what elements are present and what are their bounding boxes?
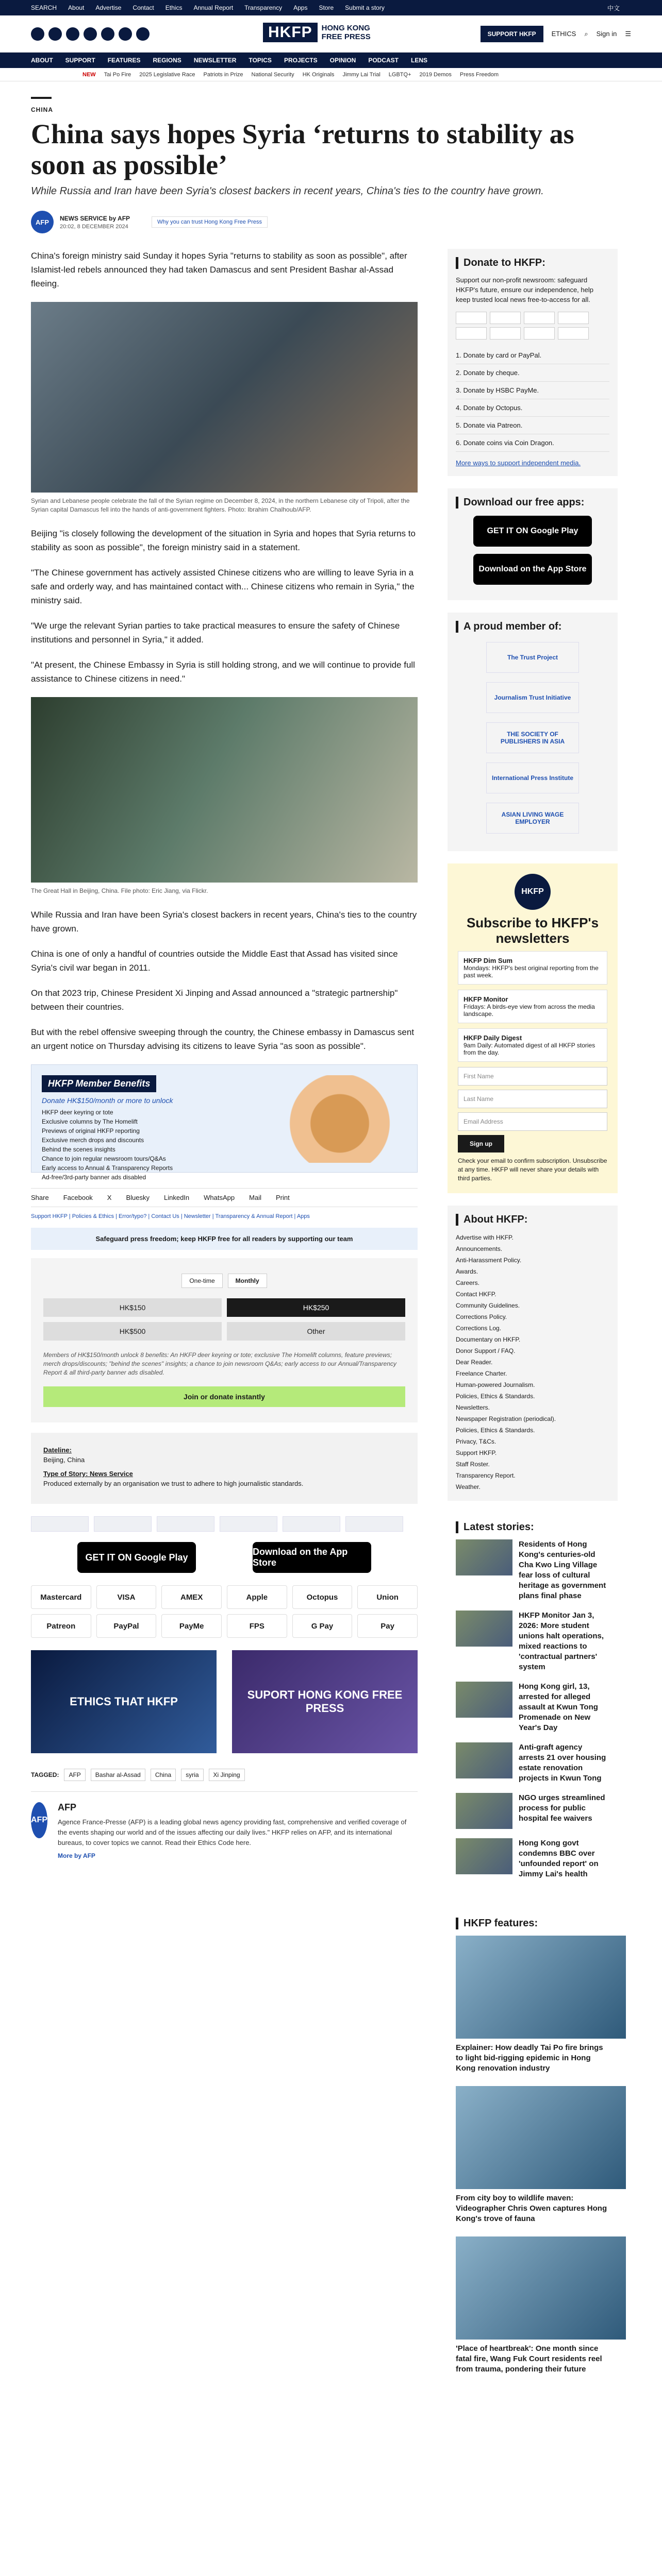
search-link[interactable]: SEARCH (31, 4, 57, 11)
about-link[interactable]: About (68, 4, 85, 11)
trending-item[interactable]: HK Originals (302, 71, 335, 78)
new-badge: NEW (82, 71, 96, 78)
sidebar-heading: About HKFP: (456, 1214, 609, 1226)
logo-text: HONG KONG FREE PRESS (321, 24, 371, 41)
main-nav (0, 53, 662, 68)
payment-logos (456, 312, 609, 340)
feature-story[interactable]: From city boy to wildlife maven: Videographer Chris Owen captures Hong Kong's trove of fauna (456, 2086, 609, 2224)
tag[interactable]: AFP (64, 1769, 85, 1781)
story-thumbnail (456, 1742, 512, 1778)
nav-support[interactable]: SUPPORT (65, 57, 95, 64)
youtube-icon[interactable] (101, 27, 114, 41)
logo-mark: HKFP (263, 23, 318, 42)
about-link[interactable]: Donor Support / FAQ. (456, 1347, 516, 1354)
donation-widget (31, 1258, 418, 1422)
trending-item[interactable]: LGBTQ+ (388, 71, 411, 78)
newsletter-option[interactable]: HKFP Monitor Fridays: A birds-eye view from across the media landscape. (458, 990, 607, 1023)
latest-story[interactable]: Hong Kong girl, 13, arrested for alleged assault at Kwun Tong Promenade on New Year's Day (456, 1682, 609, 1733)
trust-project-logo[interactable]: The Trust Project (486, 642, 579, 673)
about-link[interactable]: Staff Roster. (456, 1461, 490, 1468)
sidebar-heading: Latest stories: (456, 1521, 609, 1533)
print-button[interactable]: Print (275, 1194, 290, 1201)
top-bar (0, 0, 662, 15)
category-label[interactable]: CHINA (31, 106, 53, 113)
amount-option[interactable]: HK$150 (43, 1298, 222, 1317)
trending-item[interactable]: Tai Po Fire (104, 71, 131, 78)
gpay-icon[interactable]: G Pay (292, 1614, 353, 1638)
nav-podcast[interactable]: PODCAST (368, 57, 399, 64)
trending-item[interactable]: Press Freedom (459, 71, 499, 78)
about-link[interactable]: Advertise with HKFP. (456, 1234, 514, 1241)
trust-link[interactable]: Why you can trust Hong Kong Free Press (152, 216, 268, 228)
instagram-icon[interactable] (66, 27, 79, 41)
newsletter-fineprint: Check your email to confirm subscription. Unsubscribe at any time. HKFP will never share your details with third parties. (458, 1157, 607, 1182)
sidebar (448, 249, 618, 2408)
feature-image (456, 1936, 626, 2039)
paragraph: China's foreign ministry said Sunday it hopes Syria "returns to stability as soon as possible", after Islamist-led rebels announced they had taken Damascus and sent President Bashar al-Assad fleeing. (31, 251, 407, 289)
about-link[interactable]: Contact HKFP. (456, 1291, 496, 1298)
x-icon[interactable] (48, 27, 62, 41)
join-donate-button[interactable]: Join or donate instantly (43, 1386, 405, 1407)
visa-icon[interactable]: VISA (96, 1585, 157, 1609)
latest-story[interactable]: Hong Kong govt condemns BBC over 'unfounded report' on Jimmy Lai's health (456, 1838, 609, 1879)
sidebar-heading: A proud member of: (456, 621, 609, 633)
trending-item[interactable]: National Security (251, 71, 294, 78)
app-store-button[interactable]: Download on the App Store (253, 1542, 371, 1573)
paragraph: While Russia and Iran have been Syria's closest backers in recent years, China's ties to the country have grown. (31, 910, 417, 934)
perk-item: Previews of original HKFP reporting (42, 1127, 140, 1134)
support-banner[interactable]: SUPORT HONG KONG FREE PRESS (232, 1650, 418, 1753)
payment-icon (558, 312, 589, 324)
article-body (31, 249, 418, 2408)
telegram-icon[interactable] (136, 27, 150, 41)
about-link[interactable]: Corrections Policy. (456, 1313, 507, 1320)
paragraph: "At present, the Chinese Embassy in Syria is still holding strong, and we will continue to provide full assistance to Chinese citizens in need." (31, 660, 415, 684)
ethics-link[interactable]: Ethics (165, 4, 183, 11)
amount-option[interactable]: Other (227, 1322, 405, 1341)
octopus-icon[interactable]: Octopus (292, 1585, 353, 1609)
trending-item[interactable]: 2019 Demos (419, 71, 452, 78)
trending-bar (0, 68, 662, 81)
unionpay-icon[interactable]: Union (357, 1585, 418, 1609)
member-box (448, 613, 618, 851)
more-ways-link[interactable]: More ways to support independent media. (456, 459, 581, 467)
latest-story[interactable]: HKFP Monitor Jan 3, 2026: More student unions halt operations, mixed reactions to 'contractual partners' system (456, 1611, 609, 1672)
story-thumbnail (456, 1682, 512, 1718)
advertise-link[interactable]: Advertise (95, 4, 122, 11)
paragraph: China is one of only a handful of countries outside the Middle East that Assad has visited since Syria's civil war began in 2011. (31, 949, 398, 973)
about-link[interactable]: Careers. (456, 1279, 480, 1286)
jti-logo[interactable]: Journalism Trust Initiative (486, 682, 579, 713)
promo-title: HKFP Member Benefits (42, 1075, 156, 1092)
donate-method[interactable]: 3. Donate by HSBC PayMe. (456, 382, 609, 399)
article-photo (31, 302, 418, 493)
story-type-label: Type of Story: News Service (43, 1470, 133, 1478)
email-field[interactable]: Email Address (458, 1112, 607, 1131)
annual-report-link[interactable]: Annual Report (193, 4, 234, 11)
member-logos (31, 1516, 418, 1532)
donate-method[interactable]: 5. Donate via Patreon. (456, 417, 609, 434)
dateline-label: Dateline: (43, 1446, 72, 1454)
features-box (448, 1909, 618, 2395)
feature-story[interactable]: Explainer: How deadly Tai Po fire brings to light bid-rigging epidemic in Hong Kong renovation industry (456, 1936, 609, 2074)
perk-item: Ad-free/3rd-party banner ads disabled (42, 1174, 146, 1181)
about-link[interactable]: Policies, Ethics & Standards. (456, 1427, 535, 1434)
nav-newsletter[interactable]: NEWSLETTER (193, 57, 237, 64)
about-link[interactable]: Transparency Report. (456, 1472, 516, 1479)
site-logo[interactable] (263, 23, 371, 42)
donate-method[interactable]: 6. Donate coins via Coin Dragon. (456, 434, 609, 452)
about-link[interactable]: Corrections Log. (456, 1325, 502, 1332)
fps-icon[interactable]: FPS (227, 1614, 287, 1638)
search-icon[interactable]: ⌕ (584, 29, 588, 38)
signin-link[interactable]: Sign in (596, 30, 617, 38)
paragraph: On that 2023 trip, Chinese President Xi Jinping and Assad announced a "strategic partnership" between their countries. (31, 988, 398, 1012)
nav-lens[interactable]: LENS (410, 57, 427, 64)
paragraph: "We urge the relevant Syrian parties to take practical measures to ensure the safety of Chinese institutions and personnel in Syria," it added. (31, 621, 400, 645)
dateline-value: Beijing, China (43, 1456, 85, 1464)
latest-stories (448, 1513, 618, 1897)
perk-item: HKFP deer keyring or tote (42, 1109, 113, 1116)
threads-icon[interactable] (84, 27, 97, 41)
tag[interactable]: Xi Jinping (209, 1769, 245, 1781)
author-bio: Agence France-Presse (AFP) is a leading global news agency providing fast, comprehensive and verified coverage of the events shaping our world and of the issues affecting our daily lives." HKFP relies on AFP, and its international bureaus, to cover topics we cannot. Read their Ethics Code here. (58, 1818, 407, 1846)
google-play-button[interactable]: GET IT ON Google Play (77, 1542, 196, 1573)
amex-icon[interactable]: AMEX (161, 1585, 222, 1609)
hkfp-logo: HKFP (515, 874, 551, 910)
about-link[interactable]: Anti-Harassment Policy. (456, 1257, 522, 1264)
payment-icon (490, 327, 521, 340)
sidebar-heading: HKFP features: (456, 1918, 609, 1929)
member-benefits-banner[interactable] (31, 1064, 418, 1181)
donate-method[interactable]: 2. Donate by cheque. (456, 364, 609, 382)
about-link[interactable]: Community Guidelines. (456, 1302, 520, 1309)
donate-method[interactable]: 1. Donate by card or PayPal. (456, 347, 609, 364)
share-bar (31, 1188, 418, 1207)
author-name[interactable]: AFP (58, 1802, 76, 1812)
apps-box (448, 488, 618, 600)
nav-projects[interactable]: PROJECTS (284, 57, 318, 64)
payment-methods (31, 1585, 418, 1638)
publish-date: 20:02, 8 DECEMBER 2024 (60, 223, 128, 230)
about-link[interactable]: Support HKFP. (456, 1449, 497, 1456)
google-play-button[interactable]: GET IT ON Google Play (473, 516, 592, 547)
paypal-icon[interactable]: PayPal (96, 1614, 157, 1638)
trending-item[interactable]: 2025 Legislative Race (139, 71, 195, 78)
newsletter-box (448, 863, 618, 1193)
member-logo (157, 1516, 214, 1532)
tab-one-time[interactable]: One-time (181, 1274, 222, 1288)
perk-item: Chance to join regular newsroom tours/Q&As (42, 1155, 166, 1162)
footer-links[interactable]: Support HKFP | Policies & Ethics | Error/typo? | Contact Us | Newsletter | Transparency & Annual Report | Apps (31, 1213, 310, 1219)
member-logo (345, 1516, 403, 1532)
article-photo (31, 697, 418, 883)
amount-option[interactable]: HK$500 (43, 1322, 222, 1341)
about-link[interactable]: Newspaper Registration (periodical). (456, 1415, 556, 1422)
about-link[interactable]: Privacy, T&Cs. (456, 1438, 496, 1445)
nav-opinion[interactable]: OPINION (329, 57, 356, 64)
tags-label: TAGGED: (31, 1771, 59, 1778)
nav-features[interactable]: FEATURES (107, 57, 141, 64)
apps-link[interactable]: Apps (293, 4, 308, 11)
whatsapp-share[interactable]: WhatsApp (204, 1194, 235, 1201)
ethics-link[interactable]: ETHICS (551, 30, 576, 38)
paragraph: Beijing "is closely following the development of the situation in Syria and hopes that Syria returns to stability as soon as possible", the foreign ministry said in a statement. (31, 529, 416, 552)
byline (31, 211, 631, 233)
ipi-logo[interactable]: International Press Institute (486, 762, 579, 793)
masthead (0, 15, 662, 53)
linkedin-icon[interactable] (119, 27, 132, 41)
latest-story[interactable]: Residents of Hong Kong's centuries-old Cha Kwo Ling Village fear loss of cultural heritage as government plans final phase (456, 1539, 609, 1601)
photo-caption: The Great Hall in Beijing, China. File photo: Eric Jiang, via Flickr. (31, 887, 208, 894)
latest-story[interactable]: NGO urges streamlined process for public hospital fee waivers (456, 1793, 609, 1829)
about-link[interactable]: Announcements. (456, 1245, 503, 1252)
about-link[interactable]: Dear Reader. (456, 1359, 493, 1366)
standfirst: While Russia and Iran have been Syria's closest backers in recent years, China's ties to the country have grown. (31, 185, 544, 197)
trending-item[interactable]: Jimmy Lai Trial (342, 71, 380, 78)
about-link[interactable]: Weather. (456, 1483, 481, 1490)
nav-topics[interactable]: TOPICS (249, 57, 272, 64)
sopa-logo[interactable]: THE SOCIETY OF PUBLISHERS IN ASIA (486, 722, 579, 753)
payment-icon (490, 312, 521, 324)
facebook-icon[interactable] (31, 27, 44, 41)
about-link[interactable]: Documentary on HKFP. (456, 1336, 521, 1343)
latest-story[interactable]: Anti-graft agency arrests 21 over housing estate renovation projects in Kwun Tong (456, 1742, 609, 1784)
author-name[interactable]: NEWS SERVICE by AFP (60, 214, 130, 222)
payment-icon (558, 327, 589, 340)
payment-icon (456, 312, 487, 324)
tag[interactable]: Bashar al-Assad (91, 1769, 145, 1781)
feature-image (456, 2236, 626, 2340)
feature-story[interactable]: 'Place of heartbreak': One month since fatal fire, Wang Fuk Court residents reel from trauma, pondering their future (456, 2236, 609, 2375)
about-link[interactable]: Policies, Ethics & Standards. (456, 1393, 535, 1400)
nav-regions[interactable]: REGIONS (153, 57, 181, 64)
x-share[interactable]: X (107, 1194, 112, 1201)
about-box (448, 1206, 618, 1501)
article-header (31, 81, 631, 233)
about-link[interactable]: Newsletters. (456, 1404, 490, 1411)
payment-icon (456, 327, 487, 340)
apple-icon[interactable]: Apple (227, 1585, 287, 1609)
story-thumbnail (456, 1838, 512, 1874)
app-store-row (31, 1542, 418, 1573)
submit-story-link[interactable]: Submit a story (345, 4, 385, 11)
newsletter-option[interactable]: HKFP Daily Digest 9am Daily: Automated digest of all HKFP stories from the day. (458, 1028, 607, 1062)
donate-box (448, 249, 618, 476)
sidebar-heading: Donate to HKFP: (456, 257, 609, 269)
last-name-field[interactable]: Last Name (458, 1090, 607, 1108)
payment-icon (524, 312, 555, 324)
deer-mascot-image (273, 1075, 407, 1163)
avatar[interactable]: AFP (31, 1802, 47, 1838)
about-link[interactable]: Freelance Charter. (456, 1370, 507, 1377)
donate-method[interactable]: 4. Donate by Octopus. (456, 399, 609, 417)
about-link[interactable]: Human-powered Journalism. (456, 1381, 535, 1388)
amount-option[interactable]: HK$250 (227, 1298, 405, 1317)
tag[interactable]: syria (181, 1769, 203, 1781)
mastercard-icon[interactable]: Mastercard (31, 1585, 91, 1609)
divider (31, 97, 52, 99)
newsletter-option[interactable]: HKFP Dim Sum Mondays: HKFP's best original reporting from the past week. (458, 951, 607, 985)
signup-button[interactable]: Sign up (458, 1135, 504, 1153)
app-store-button[interactable]: Download on the App Store (473, 554, 592, 585)
newsletter-title: Subscribe to HKFP's newsletters (466, 915, 599, 946)
perk-item: Exclusive columns by The Homelift (42, 1118, 138, 1125)
payme-icon[interactable]: PayMe (161, 1614, 222, 1638)
facebook-share[interactable]: Facebook (63, 1194, 93, 1201)
about-link[interactable]: Awards. (456, 1268, 478, 1275)
tag[interactable]: China (151, 1769, 176, 1781)
donate-text: Support our non-profit newsroom: safeguard HKFP's future, ensure our independence, help keep trusted local news free-to-access for all. (456, 276, 593, 303)
promo-subtitle: Donate HK$150/month or more to unlock (42, 1096, 173, 1105)
story-meta (31, 1433, 418, 1504)
avatar[interactable]: AFP (31, 211, 54, 233)
trending-item[interactable]: Patriots in Prize (203, 71, 243, 78)
author-box (31, 1791, 418, 1859)
nav-about[interactable]: ABOUT (31, 57, 53, 64)
social-icons (31, 27, 150, 41)
story-thumbnail (456, 1793, 512, 1829)
contact-link[interactable]: Contact (133, 4, 154, 11)
member-logo (283, 1516, 340, 1532)
story-type-value: Produced externally by an organisation we trust to adhere to high journalistic standards. (43, 1480, 304, 1487)
sidebar-heading: Download our free apps: (456, 497, 609, 509)
more-by-link[interactable]: More by AFP (58, 1852, 95, 1859)
living-wage-logo[interactable]: ASIAN LIVING WAGE EMPLOYER (486, 803, 579, 834)
perk-item: Behind the scenes insights (42, 1146, 115, 1153)
member-logo (94, 1516, 152, 1532)
transparency-link[interactable]: Transparency (244, 4, 283, 11)
paragraph: But with the rebel offensive sweeping through the country, the Chinese embassy in Damascus sent an urgent notice on Thursday advising its citizens to leave Syria "as soon as possible". (31, 1027, 415, 1051)
store-link[interactable]: Store (319, 4, 334, 11)
member-logo (220, 1516, 277, 1532)
paragraph: "The Chinese government has actively assisted Chinese citizens who are willing to leave Syria in a safe and orderly way, and has maintained contact with... Chinese citizens who remain in Syria," the ministry said. (31, 568, 415, 605)
linkedin-share[interactable]: LinkedIn (164, 1194, 190, 1201)
safeguard-banner[interactable]: Safeguard press freedom; keep HKFP free for all readers by supporting our team (31, 1228, 418, 1250)
story-thumbnail (456, 1611, 512, 1647)
tab-monthly[interactable]: Monthly (228, 1274, 267, 1288)
payment-icon (524, 327, 555, 340)
photo-caption: Syrian and Lebanese people celebrate the fall of the Syrian regime on December 8, 2024, in the northern Lebanese city of Tripoli, after the Syrian capital Damascus fell into the hands of anti-government fighters. Photo: Ibrahim Chalhoub/AFP. (31, 497, 410, 513)
story-thumbnail (456, 1539, 512, 1575)
perk-item: Exclusive merch drops and discounts (42, 1137, 144, 1144)
mail-share[interactable]: Mail (249, 1194, 261, 1201)
support-hkfp-button[interactable]: SUPPORT HKFP (481, 26, 543, 42)
share-label: Share (31, 1194, 49, 1201)
feature-image (456, 2086, 626, 2189)
bluesky-share[interactable]: Bluesky (126, 1194, 150, 1201)
member-logo (31, 1516, 89, 1532)
ethics-banner[interactable]: ETHICS THAT HKFP (31, 1650, 217, 1753)
menu-icon[interactable]: ☰ (625, 29, 631, 38)
first-name-field[interactable]: First Name (458, 1067, 607, 1086)
applepay-icon[interactable]: Pay (357, 1614, 418, 1638)
article-title: China says hopes Syria ‘returns to stability as soon as possible’ (31, 118, 574, 180)
tags-row (31, 1769, 418, 1781)
perk-item: Early access to Annual & Transparency Reports (42, 1164, 173, 1172)
donation-note: Members of HK$150/month unlock 8 benefits: An HKFP deer keyring or tote; exclusive The Homelift columns, feature previews; merch drops/discounts; "behind the scenes" insights; a chance to join newsroom Q&As; early access to our Annual/Transparency Report & all third-party banner ads disabled. (43, 1351, 396, 1376)
patreon-icon[interactable]: Patreon (31, 1614, 91, 1638)
language-link[interactable]: 中文 (607, 4, 620, 12)
